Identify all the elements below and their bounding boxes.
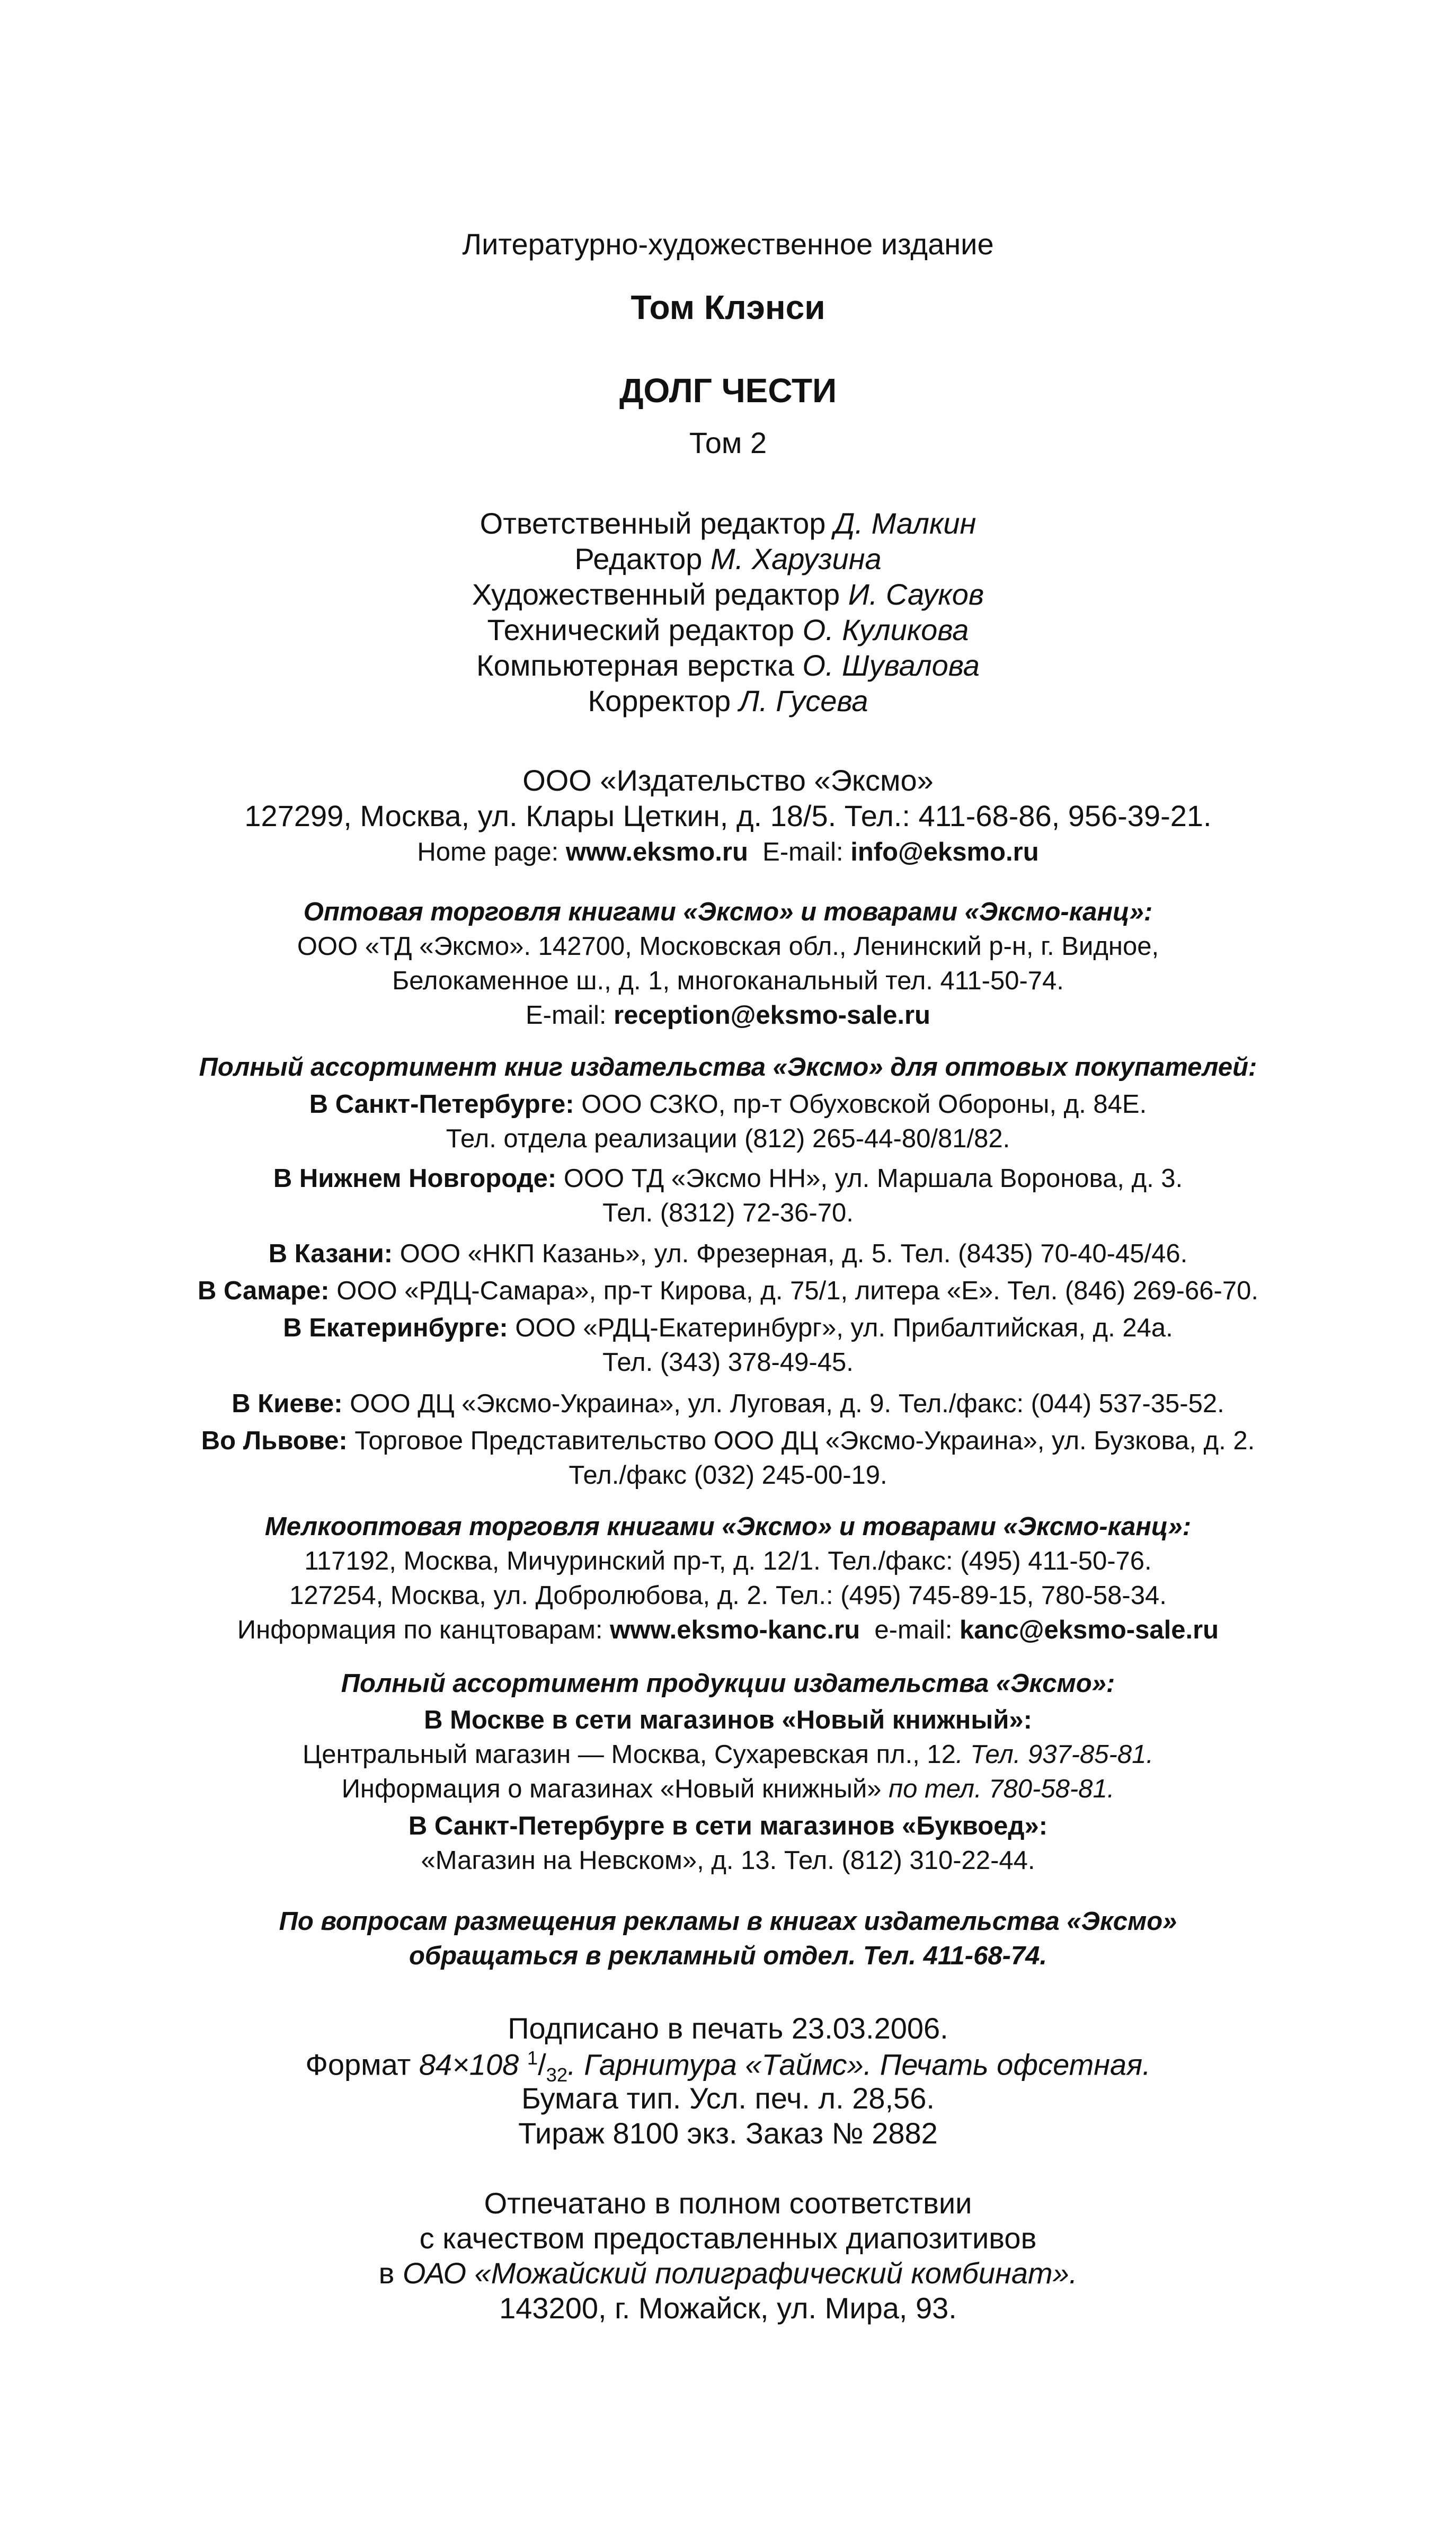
paper-line: Бумага тип. Усл. печ. л. 28,56.	[521, 2081, 935, 2115]
full-range-heading: Полный ассортимент книг издательства «Эксмо» для оптовых покупателей:	[199, 1053, 1257, 1082]
edition-type: Литературно-художественное издание	[462, 227, 994, 261]
credit-line: Художественный редактор И. Сауков	[472, 578, 984, 611]
publisher-address: 127299, Москва, ул. Клары Цеткин, д. 18/5. Тел.: 411-68-86, 956-39-21.	[244, 799, 1212, 832]
branch-phone: Тел./факс (032) 245-00-19.	[569, 1461, 887, 1490]
publisher-web: Home page: www.eksmo.ru E-mail: info@eksmo.ru	[417, 838, 1039, 866]
branch-lviv: Во Львове: Торговое Представительство ООО ДЦ «Эксмо-Украина», ул. Бузкова, д. 2.	[201, 1427, 1255, 1455]
branch-phone: Тел. (8312) 72-36-70.	[602, 1199, 854, 1227]
printer-name: в ОАО «Можайский полиграфический комбинат».	[378, 2256, 1078, 2290]
publisher-name: ООО «Издательство «Эксмо»	[522, 764, 934, 797]
author-name: Том Клэнси	[631, 288, 825, 326]
small-wholesale-heading: Мелкооптовая торговля книгами «Эксмо» и товарами «Эксмо-канц»:	[264, 1512, 1192, 1541]
volume-number: Том 2	[689, 426, 767, 459]
advertising-line: По вопросам размещения рекламы в книгах издательства «Эксмо»	[279, 1907, 1177, 1936]
branch-spb: В Санкт-Петербурге: ООО СЗКО, пр-т Обуховской Обороны, д. 84Е.	[309, 1090, 1147, 1119]
branch-phone: Тел. отдела реализации (812) 265-44-80/81/82.	[446, 1124, 1010, 1153]
wholesale-heading: Оптовая торговля книгами «Эксмо» и товарами «Эксмо-канц»:	[303, 898, 1153, 926]
small-wholesale-line: 117192, Москва, Мичуринский пр-т, д. 12/1. Тел./факс: (495) 411-50-76.	[304, 1547, 1152, 1575]
moscow-store-line: Центральный магазин — Москва, Сухаревская пл., 12. Тел. 937-85-81.	[303, 1740, 1153, 1769]
credit-line: Ответственный редактор Д. Малкин	[480, 507, 976, 540]
moscow-store-line: Информация о магазинах «Новый книжный» по тел. 780-58-81.	[341, 1775, 1115, 1803]
printer-line: с качеством предоставленных диапозитивов	[419, 2221, 1037, 2255]
branch-ekb: В Екатеринбурге: ООО «РДЦ-Екатеринбург», ул. Прибалтийская, д. 24а.	[283, 1314, 1173, 1342]
wholesale-line: Белокаменное ш., д. 1, многоканальный тел. 411-50-74.	[392, 967, 1064, 995]
printer-address: 143200, г. Можайск, ул. Мира, 93.	[499, 2291, 957, 2325]
branch-kiev: В Киеве: ООО ДЦ «Эксмо-Украина», ул. Луговая, д. 9. Тел./факс: (044) 537-35-52.	[232, 1389, 1224, 1418]
wholesale-email: E-mail: reception@eksmo-sale.ru	[526, 1001, 930, 1030]
book-title: ДОЛГ ЧЕСТИ	[619, 371, 837, 410]
spb-store-line: «Магазин на Невском», д. 13. Тел. (812) 310-22-44.	[421, 1846, 1035, 1875]
credit-line: Корректор Л. Гусева	[588, 684, 868, 717]
credit-line: Технический редактор О. Куликова	[487, 613, 969, 646]
branch-kazan: В Казани: ООО «НКП Казань», ул. Фрезерная, д. 5. Тел. (8435) 70-40-45/46.	[268, 1239, 1188, 1268]
email-link[interactable]: reception@eksmo-sale.ru	[614, 1001, 930, 1030]
signed-to-print: Подписано в печать 23.03.2006.	[508, 2012, 948, 2045]
email-link[interactable]: info@eksmo.ru	[850, 838, 1039, 866]
moscow-stores-heading: В Москве в сети магазинов «Новый книжный»:	[424, 1706, 1032, 1734]
branch-nn: В Нижнем Новгороде: ООО ТД «Эксмо НН», ул. Маршала Воронова, д. 3.	[273, 1164, 1183, 1193]
wholesale-line: ООО «ТД «Эксмо». 142700, Московская обл., Ленинский р-н, г. Видное,	[297, 932, 1159, 961]
circulation-line: Тираж 8100 экз. Заказ № 2882	[518, 2116, 938, 2150]
small-wholesale-line: 127254, Москва, ул. Добролюбова, д. 2. Тел.: (495) 745-89-15, 780-58-34.	[289, 1581, 1167, 1610]
spb-stores-heading: В Санкт-Петербурге в сети магазинов «Буквоед»:	[408, 1812, 1048, 1840]
homepage-link[interactable]: www.eksmo.ru	[565, 838, 748, 866]
stationery-site-link[interactable]: www.eksmo-kanc.ru	[610, 1616, 860, 1644]
format-line: Формат 84×108 $^1/_{32}$. Гарнитура «Таймс». Печать офсетная.	[305, 2047, 1151, 2086]
credit-line: Компьютерная верстка О. Шувалова	[476, 649, 980, 682]
advertising-line: обращаться в рекламный отдел. Тел. 411-68-74.	[409, 1942, 1047, 1970]
stationery-info: Информация по канцтоварам: www.eksmo-kanc.ru e-mail: kanc@eksmo-sale.ru	[237, 1616, 1219, 1644]
branch-samara: В Самаре: ООО «РДЦ-Самара», пр-т Кирова, д. 75/1, литера «Е». Тел. (846) 269-66-70.	[198, 1277, 1258, 1305]
credit-line: Редактор М. Харузина	[574, 542, 882, 575]
email-link[interactable]: kanc@eksmo-sale.ru	[960, 1616, 1219, 1644]
retail-heading: Полный ассортимент продукции издательства «Эксмо»:	[341, 1669, 1115, 1698]
printer-line: Отпечатано в полном соответствии	[484, 2186, 972, 2220]
branch-phone: Тел. (343) 378-49-45.	[602, 1348, 854, 1377]
